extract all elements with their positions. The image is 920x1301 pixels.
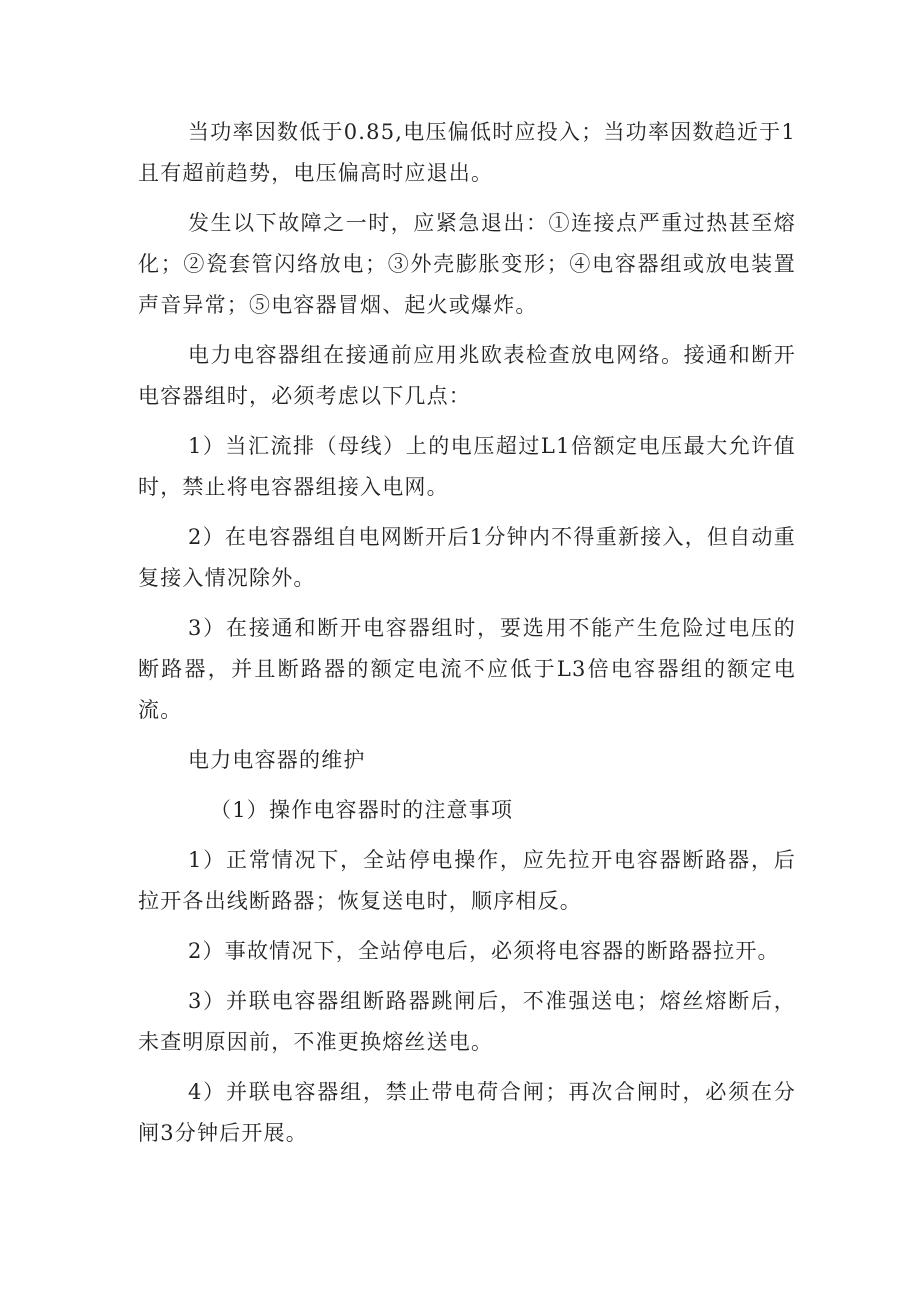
list-item-switching-2: 2）在电容器组自电网断开后1分钟内不得重新接入，但自动重复接入情况除外。 xyxy=(138,525,796,590)
list-item-switching-3: 3）在接通和断开电容器组时，要选用不能产生危险过电压的断路器，并且断路器的额定电流不应低于L3倍电容器组的额定电流。 xyxy=(138,616,796,722)
section-heading-maintenance: 电力电容器的维护 xyxy=(188,748,366,772)
subsection-heading-operation-notes: （1）操作电容器时的注意事项 xyxy=(210,798,514,822)
list-item-operation-1: 1）正常情况下，全站停电操作，应先拉开电容器断路器，后拉开各出线断路器；恢复送电时，顺序相反。 xyxy=(138,848,796,913)
list-item-operation-2: 2）事故情况下，全站停电后，必须将电容器的断路器拉开。 xyxy=(188,939,780,963)
paragraph-emergency-exit: 发生以下故障之一时，应紧急退出：①连接点严重过热甚至熔化；②瓷套管闪络放电；③外壳膨胀变形；④电容器组或放电装置声音异常；⑤电容器冒烟、起火或爆炸。 xyxy=(138,211,796,317)
paragraph-switching-intro: 电力电容器组在接通前应用兆欧表检查放电网络。接通和断开电容器组时，必须考虑以下几点： xyxy=(138,343,796,408)
list-item-switching-1: 1）当汇流排（母线）上的电压超过L1倍额定电压最大允许值时，禁止将电容器组接入电网。 xyxy=(138,434,796,499)
paragraph-power-factor: 当功率因数低于0.85,电压偏低时应投入；当功率因数趋近于1且有超前趋势，电压偏高时应退出。 xyxy=(138,120,796,185)
list-item-operation-4: 4）并联电容器组，禁止带电荷合闸；再次合闸时，必须在分闸3分钟后开展。 xyxy=(138,1080,796,1145)
list-item-operation-3: 3）并联电容器组断路器跳闸后，不准强送电；熔丝熔断后，未查明原因前，不准更换熔丝送电。 xyxy=(138,989,796,1054)
document-body xyxy=(138,112,796,1163)
